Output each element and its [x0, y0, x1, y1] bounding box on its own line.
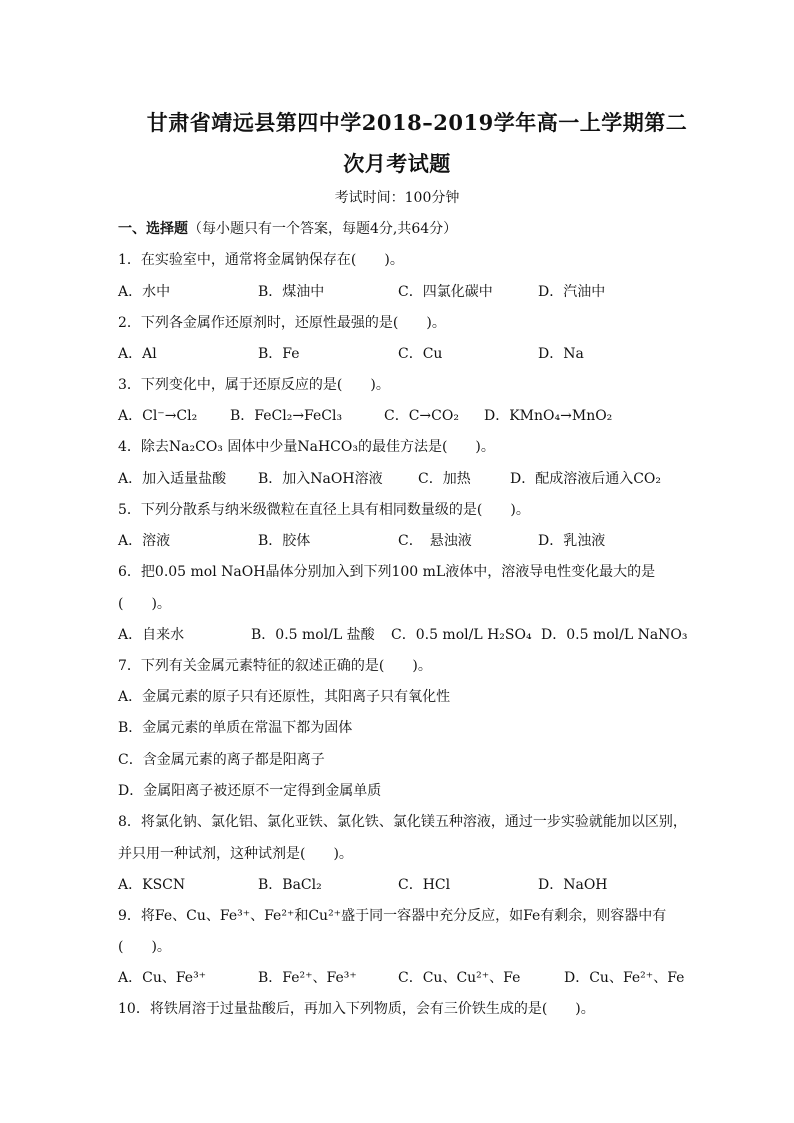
q3-option-c: C．C→CO₂ — [384, 408, 459, 424]
question-1: 1．在实验室中，通常将金属钠保存在( )。 — [118, 252, 404, 268]
q8-option-c: C．HCl — [398, 877, 451, 893]
section-note: （每小题只有一个答案，每题4分,共64分） — [188, 221, 458, 237]
q2-option-d: D．Na — [538, 346, 584, 362]
question-9-cont: ( )。 — [118, 939, 171, 955]
question-5: 5．下列分散系与纳米级微粒在直径上具有相同数量级的是( )。 — [118, 502, 530, 518]
q5-option-c: C． 悬浊液 — [398, 533, 472, 549]
q9-option-d: D．Cu、Fe²⁺、Fe — [564, 970, 685, 986]
exam-time: 考试时间：100分钟 — [334, 190, 460, 206]
question-9: 9．将Fe、Cu、Fe³⁺、Fe²⁺和Cu²⁺盛于同一容器中充分反应，如Fe有剩余，则容器中有 — [118, 908, 667, 924]
page-title-line1: 甘肃省靖远县第四中学2018–2019学年高一上学期第二 — [146, 110, 688, 135]
page-title-line2: 次月考试题 — [343, 151, 451, 176]
question-6: 6．把0.05 mol NaOH晶体分别加入到下列100 mL液体中，溶液导电性变化最大的是 — [118, 564, 656, 580]
question-4: 4．除去Na₂CO₃ 固体中少量NaHCO₃的最佳方法是( )。 — [118, 439, 495, 455]
q8-option-d: D．NaOH — [538, 877, 608, 893]
q1-option-c: C．四氯化碳中 — [398, 284, 493, 300]
q9-option-a: A．Cu、Fe³⁺ — [118, 970, 207, 986]
section-heading — [118, 218, 457, 238]
q8-option-b: B．BaCl₂ — [258, 877, 322, 893]
q6-option-b: B．0.5 mol/L 盐酸 — [251, 627, 375, 643]
q4-option-b: B．加入NaOH溶液 — [258, 471, 383, 487]
question-8: 8．将氯化钠、氯化铝、氯化亚铁、氯化铁、氯化镁五种溶液，通过一步实验就能加以区别， — [118, 814, 687, 830]
q2-option-b: B．Fe — [258, 346, 300, 362]
q4-option-d: D．配成溶液后通入CO₂ — [510, 471, 662, 487]
q7-option-b: B．金属元素的单质在常温下都为固体 — [118, 720, 353, 736]
q3-option-a: A．Cl⁻→Cl₂ — [118, 408, 198, 424]
q2-option-a: A．Al — [118, 346, 157, 362]
q8-option-a: A．KSCN — [118, 877, 186, 893]
q9-option-c: C．Cu、Cu²⁺、Fe — [398, 970, 521, 986]
question-6-cont: ( )。 — [118, 596, 171, 612]
question-2: 2．下列各金属作还原剂时，还原性最强的是( )。 — [118, 315, 446, 331]
q4-option-a: A．加入适量盐酸 — [118, 471, 227, 487]
question-8-cont: 并只用一种试剂，这种试剂是( )。 — [118, 846, 353, 862]
q7-option-d: D．金属阳离子被还原不一定得到金属单质 — [118, 783, 382, 799]
q3-option-b: B．FeCl₂→FeCl₃ — [230, 408, 343, 424]
section-title: 一、选择题 — [118, 221, 188, 237]
q6-option-c: C．0.5 mol/L H₂SO₄ — [391, 627, 532, 643]
q1-option-d: D．汽油中 — [538, 284, 606, 300]
q3-option-d: D．KMnO₄→MnO₂ — [484, 408, 613, 424]
q5-option-b: B．胶体 — [258, 533, 311, 549]
q4-option-c: C．加热 — [418, 471, 471, 487]
q5-option-a: A．溶液 — [118, 533, 171, 549]
q9-option-b: B．Fe²⁺、Fe³⁺ — [258, 970, 357, 986]
q2-option-c: C．Cu — [398, 346, 443, 362]
q6-option-a: A．自来水 — [118, 627, 185, 643]
question-3: 3．下列变化中，属于还原反应的是( )。 — [118, 377, 390, 393]
q6-option-d: D．0.5 mol/L NaNO₃ — [541, 627, 688, 643]
q1-option-a: A．水中 — [118, 284, 171, 300]
q7-option-a: A．金属元素的原子只有还原性，其阳离子只有氧化性 — [118, 689, 451, 705]
question-7: 7．下列有关金属元素特征的叙述正确的是( )。 — [118, 658, 432, 674]
q1-option-b: B．煤油中 — [258, 284, 325, 300]
q5-option-d: D．乳浊液 — [538, 533, 606, 549]
question-10: 10．将铁屑溶于过量盐酸后，再加入下列物质，会有三价铁生成的是( )。 — [118, 1001, 595, 1017]
q7-option-c: C．含金属元素的离子都是阳离子 — [118, 752, 325, 768]
